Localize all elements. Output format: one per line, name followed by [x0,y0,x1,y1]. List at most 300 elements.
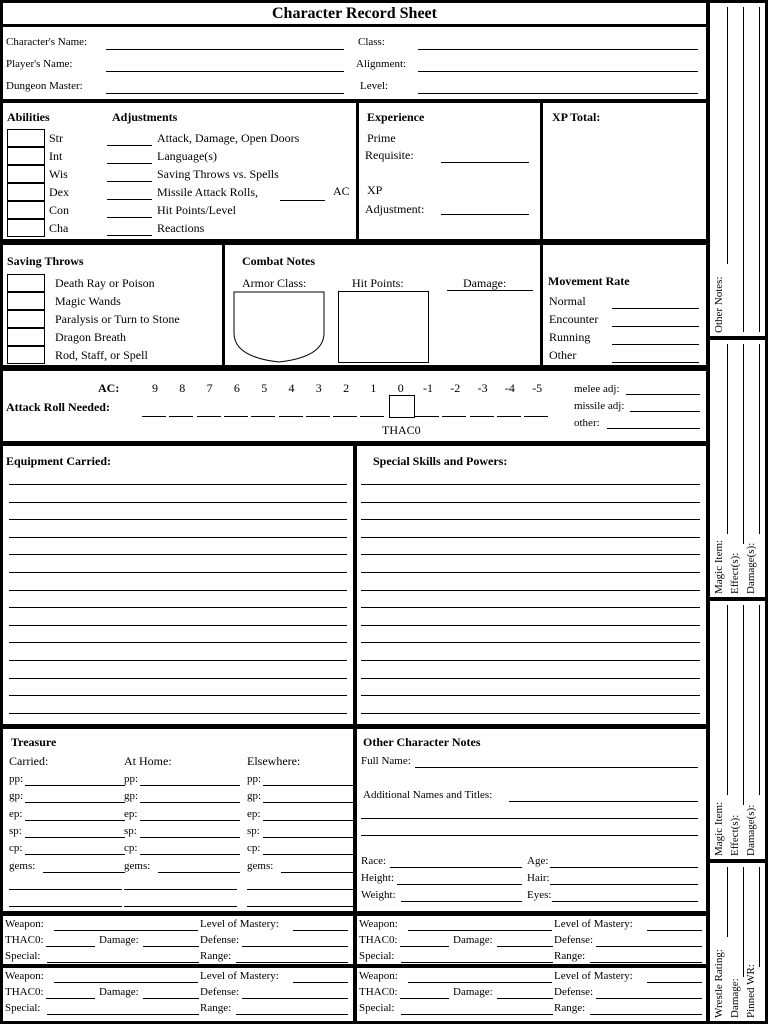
sidebar-magic-item-2 [710,601,765,859]
other-character-notes-heading: Other Character Notes [363,735,481,749]
saving-throw-box[interactable] [7,328,45,346]
range-label-field[interactable] [236,1014,348,1015]
special-label: Special: [5,1002,41,1014]
attack-roll-field[interactable] [470,416,494,417]
movement-heading: Movement Rate [548,274,630,288]
damage-label: Damage: [463,276,507,290]
defense-label: Defense: [200,986,240,998]
alignment-field[interactable] [418,71,698,72]
range-label-field[interactable] [236,962,348,963]
treasure-field[interactable] [263,837,353,838]
ac-value: 4 [288,381,295,395]
attack-roll-field[interactable] [169,416,193,417]
weapon-label-field[interactable] [408,982,552,983]
equipment-line[interactable] [9,625,347,626]
magic-item-label-2: Magic Item: [713,801,725,856]
saving-throw-box[interactable] [7,310,45,328]
weapon-label: Weapon: [5,970,44,982]
attack-roll-field[interactable] [197,416,221,417]
character-name-field[interactable] [106,49,344,50]
treasure-coin-label: cp: [247,842,261,855]
ability-abbr: Wis [49,167,68,181]
special-skills-line[interactable] [361,502,700,503]
special-skills-line[interactable] [361,660,700,661]
movement-field[interactable] [612,326,699,327]
treasure-coin-label: ep: [9,807,23,820]
race-label: Race: [361,855,387,867]
other-notes-label: Other Notes: [713,276,725,333]
title-box [3,3,706,24]
thac0-box[interactable] [389,395,415,418]
weapon-block [357,916,706,964]
range-label: Range: [554,950,586,962]
ac-value: -3 [477,381,488,395]
weapon-label: Weapon: [359,970,398,982]
treasure-field[interactable] [25,820,125,821]
thac0-label-field[interactable] [400,946,449,947]
treasure-field[interactable] [140,785,240,786]
thac0-label: THAC0: [359,986,398,998]
sidebar-line [759,344,760,534]
ability-score-box[interactable] [7,201,45,219]
damage-field[interactable] [447,290,533,291]
treasure-coin-label: ep: [247,807,261,820]
equipment-line[interactable] [9,660,347,661]
movement-label: Encounter [549,312,599,326]
defense-label-field[interactable] [242,998,348,999]
range-label: Range: [200,1002,232,1014]
special-skills-line[interactable] [361,678,700,679]
equipment-line[interactable] [9,607,347,608]
special-label-field[interactable] [47,962,199,963]
damage-label-field[interactable] [497,946,553,947]
xp-total-label: XP Total: [552,110,601,124]
special-skills-line[interactable] [361,625,700,626]
weapon-label-field[interactable] [408,930,552,931]
treasure-coin-label: gp: [247,790,262,803]
thac0-label-field[interactable] [46,946,95,947]
treasure-field[interactable] [140,802,240,803]
saving-throw-box[interactable] [7,274,45,292]
adjustment-field[interactable] [107,145,152,146]
race-field[interactable] [390,867,522,868]
treasure-coin-label: gems: [9,859,36,872]
defense-label-field[interactable] [596,946,702,947]
adjustment-label: Saving Throws vs. Spells [157,167,279,181]
saving-throw-box[interactable] [7,346,45,364]
thac0-label-field[interactable] [400,998,449,999]
experience-heading: Experience [367,110,425,124]
attack-roll-field[interactable] [360,416,384,417]
ac-value: -5 [532,381,543,395]
equipment-section [3,446,353,724]
attack-section [3,371,706,441]
attack-roll-field[interactable] [415,416,439,417]
damage-label-field[interactable] [497,998,553,999]
treasure-extra-line[interactable] [9,906,122,907]
adjustment-label: Attack, Damage, Open Doors [157,131,300,145]
full-name-field[interactable] [415,767,698,768]
prime-requisite-field[interactable] [441,162,529,163]
alignment-label: Alignment: [356,58,407,70]
adjustment-label: Hit Points/Level [157,203,236,217]
weapon-label: Weapon: [5,918,44,930]
treasure-field[interactable] [158,872,240,873]
xp-adjustment-field[interactable] [441,214,529,215]
special-skills-line[interactable] [361,607,700,608]
equipment-line[interactable] [9,642,347,643]
prime-label: Prime [367,131,396,145]
weapon-label-field[interactable] [54,982,198,983]
adjustment-field[interactable] [107,163,152,164]
saving-throw-box[interactable] [7,292,45,310]
treasure-coin-label: ep: [124,807,138,820]
mastery-label: Level of Mastery: [554,918,633,930]
damage-label-field[interactable] [143,946,199,947]
melee-adj-field[interactable] [626,394,700,395]
armor-class-shield[interactable] [233,291,325,363]
special-skills-line[interactable] [361,554,700,555]
pinned-wr-label: Pinned WR: [745,964,757,1018]
treasure-coin-label: cp: [9,842,23,855]
sidebar-line [727,605,728,795]
weight-label: Weight: [361,889,396,901]
thac0-label-field[interactable] [46,998,95,999]
ac-value: 8 [179,381,186,395]
treasure-coin-label: pp: [9,773,24,785]
treasure-field[interactable] [263,785,353,786]
combat-notes-heading: Combat Notes [242,254,315,268]
player-name-label: Player's Name: [6,58,73,70]
adjustment-label: Language(s) [157,149,217,163]
ability-abbr: Str [49,131,64,145]
treasure-field[interactable] [263,820,353,821]
ability-score-box[interactable] [7,165,45,183]
dex-ac-field[interactable] [280,200,325,201]
ac-value: 7 [206,381,213,395]
treasure-field[interactable] [25,802,125,803]
treasure-extra-line[interactable] [124,906,237,907]
sidebar-magic-item-1 [710,340,765,597]
weapon-block [3,968,353,1021]
sidebar-line [759,605,760,795]
treasure-heading: Treasure [11,735,57,749]
mastery-label: Level of Mastery: [200,918,279,930]
additional-names-line-2[interactable] [361,818,698,819]
special-skills-line[interactable] [361,537,700,538]
hair-label: Hair: [527,872,550,884]
sidebar-wrestle [710,863,765,1021]
sidebar-line [759,867,760,967]
abilities-section [3,103,356,239]
defense-label-field[interactable] [596,998,702,999]
ac-value: 9 [152,381,158,395]
equipment-line[interactable] [9,590,347,591]
adjustment-label: Reactions [157,221,205,235]
adjustment-field[interactable] [107,181,152,182]
special-label-field[interactable] [401,1014,553,1015]
treasure-field[interactable] [43,872,125,873]
sidebar-line [743,344,744,544]
saving-throws-heading: Saving Throws [7,254,84,268]
wrestle-damage-label: Damage: [729,978,741,1018]
page-title: Character Record Sheet [272,5,437,22]
adjustment-field[interactable] [107,199,152,200]
mastery-label-field[interactable] [647,930,702,931]
mastery-label: Level of Mastery: [200,970,279,982]
damage-label: Damage: [453,934,493,946]
treasure-field[interactable] [25,854,125,855]
damages-label-2: Damage(s): [745,804,757,856]
special-skills-line[interactable] [361,695,700,696]
equipment-heading: Equipment Carried: [6,454,111,468]
range-label: Range: [554,1002,586,1014]
other-adj-field[interactable] [607,428,700,429]
dungeon-master-label: Dungeon Master: [6,80,83,92]
ability-score-box[interactable] [7,219,45,237]
defense-label: Defense: [200,934,240,946]
sidebar-line [743,7,744,332]
damages-label-1: Damage(s): [745,542,757,594]
special-label-field[interactable] [401,962,553,963]
attack-roll-field[interactable] [251,416,275,417]
saving-throw-label: Rod, Staff, or Spell [55,348,148,362]
armor-class-label: Armor Class: [242,276,307,290]
damage-label: Damage: [99,934,139,946]
xp-adjustment-label: Adjustment: [365,202,425,216]
special-skills-line[interactable] [361,713,700,714]
attack-roll-field[interactable] [524,416,548,417]
treasure-extra-line[interactable] [9,889,122,890]
abilities-heading: Abilities [7,110,50,124]
treasure-field[interactable] [140,820,240,821]
class-label: Class: [358,36,385,48]
attack-ac-label: AC: [98,381,120,395]
level-label: Level: [360,80,389,92]
attack-roll-field[interactable] [224,416,248,417]
experience-section [359,103,540,239]
sidebar-line [743,605,744,805]
treasure-coin-label: gems: [124,859,151,872]
treasure-coin-label: gp: [124,790,139,803]
treasure-field[interactable] [281,872,353,873]
special-label: Special: [359,950,395,962]
equipment-line[interactable] [9,695,347,696]
range-label: Range: [200,950,232,962]
mastery-label-field[interactable] [647,982,702,983]
magic-item-label-1: Magic Item: [713,539,725,594]
equipment-line[interactable] [9,502,347,503]
movement-label: Other [549,348,577,362]
equipment-line[interactable] [9,484,347,485]
adjustment-field[interactable] [107,235,152,236]
attack-roll-field[interactable] [306,416,330,417]
saving-throw-label: Paralysis or Turn to Stone [55,312,180,326]
treasure-extra-line[interactable] [247,906,353,907]
ability-score-box[interactable] [7,183,45,201]
special-label: Special: [5,950,41,962]
hit-points-label: Hit Points: [352,276,404,290]
damage-label-field[interactable] [143,998,199,999]
ability-abbr: Cha [49,221,69,235]
damage-label: Damage: [99,986,139,998]
thac0-label: THAC0: [359,934,398,946]
height-label: Height: [361,872,394,884]
ability-abbr: Dex [49,185,69,199]
combat-notes-section [225,245,540,365]
melee-adj-label: melee adj: [574,383,620,395]
wrestle-rating-label: Wrestle Rating: [713,949,725,1018]
adjustments-heading: Adjustments [112,110,178,124]
additional-names-line-3[interactable] [361,835,698,836]
saving-throw-label: Dragon Breath [55,330,126,344]
treasure-field[interactable] [140,837,240,838]
ability-abbr: Int [49,149,63,163]
thac0-label: THAC0: [5,986,44,998]
ac-value: 1 [370,381,377,395]
xp-label: XP [367,183,383,197]
treasure-coin-label: cp: [124,842,138,855]
class-field[interactable] [418,49,698,50]
treasure-section [3,729,353,911]
movement-field[interactable] [612,362,699,363]
saving-throws-section [3,245,222,365]
effects-label-1: Effect(s): [729,552,741,594]
sidebar-line [727,344,728,534]
special-skills-line[interactable] [361,572,700,573]
missile-adj-field[interactable] [630,411,700,412]
player-name-field[interactable] [106,71,344,72]
attack-roll-field[interactable] [333,416,357,417]
treasure-coin-label: sp: [9,824,22,837]
eyes-field[interactable] [552,901,698,902]
attack-roll-field[interactable] [497,416,521,417]
range-label-field[interactable] [590,1014,702,1015]
treasure-coin-label: gp: [9,790,24,803]
weapon-label-field[interactable] [54,930,198,931]
xp-total-section [543,103,706,239]
weapon-block [357,968,706,1021]
defense-label: Defense: [554,934,594,946]
ac-value: -1 [423,381,433,395]
movement-field[interactable] [612,344,699,345]
special-skills-line[interactable] [361,590,700,591]
adjustment-label: Missile Attack Rolls, [157,185,259,199]
weapon-block [3,916,353,964]
defense-label-field[interactable] [242,946,348,947]
full-name-label: Full Name: [361,755,411,767]
sidebar-line [727,7,728,264]
treasure-extra-line[interactable] [124,889,237,890]
ac-value: 6 [233,381,240,395]
special-skills-line[interactable] [361,642,700,643]
hit-points-box[interactable] [338,291,429,363]
treasure-coin-label: pp: [247,773,262,785]
equipment-line[interactable] [9,519,347,520]
special-skills-line[interactable] [361,519,700,520]
equipment-line[interactable] [9,713,347,714]
header-box [3,27,706,99]
saving-throw-label: Magic Wands [55,294,121,308]
adjustment-field[interactable] [107,217,152,218]
treasure-field[interactable] [25,785,125,786]
dex-ac-label: AC [333,184,350,198]
mastery-label-field[interactable] [293,930,348,931]
attack-roll-field[interactable] [279,416,303,417]
height-field[interactable] [397,884,522,885]
hair-field[interactable] [550,884,698,885]
ability-score-box[interactable] [7,147,45,165]
special-skills-line[interactable] [361,484,700,485]
special-skills-section [357,446,706,724]
attack-roll-label: Attack Roll Needed: [6,400,110,414]
special-label: Special: [359,1002,395,1014]
treasure-column-label: Carried: [9,754,49,768]
thac0-label: THAC0: [5,934,44,946]
effects-label-2: Effect(s): [729,814,741,856]
treasure-field[interactable] [140,854,240,855]
mastery-label-field[interactable] [293,982,348,983]
treasure-field[interactable] [25,837,125,838]
saving-throw-label: Death Ray or Poison [55,276,155,290]
ac-value: -4 [504,381,515,395]
sidebar-line [759,7,760,332]
treasure-coin-label: pp: [124,773,139,785]
age-field[interactable] [550,867,698,868]
other-character-notes-section [357,729,706,911]
mastery-label: Level of Mastery: [554,970,633,982]
treasure-field[interactable] [263,802,353,803]
level-field[interactable] [418,93,698,94]
movement-label: Running [549,330,591,344]
equipment-line[interactable] [9,537,347,538]
treasure-coin-label: gems: [247,859,274,872]
sidebar-line [743,867,744,977]
missile-adj-label: missile adj: [574,400,625,412]
special-skills-heading: Special Skills and Powers: [373,454,508,468]
defense-label: Defense: [554,986,594,998]
treasure-coin-label: sp: [247,824,260,837]
requisite-label: Requisite: [365,148,414,162]
ac-value: 3 [315,381,322,395]
eyes-label: Eyes: [527,889,552,901]
equipment-line[interactable] [9,572,347,573]
treasure-column-label: Elsewhere: [247,754,301,768]
treasure-extra-line[interactable] [247,889,353,890]
dungeon-master-field[interactable] [106,93,344,94]
age-label: Age: [527,855,549,867]
thac0-label: THAC0 [382,423,421,437]
movement-field[interactable] [612,308,699,309]
equipment-line[interactable] [9,554,347,555]
additional-names-label: Additional Names and Titles: [363,789,493,801]
special-label-field[interactable] [47,1014,199,1015]
ability-score-box[interactable] [7,129,45,147]
ac-value: 0 [397,381,404,395]
sidebar-other-notes [710,3,765,336]
sidebar-line [727,867,728,937]
character-name-label: Character's Name: [6,36,88,48]
range-label-field[interactable] [590,962,702,963]
movement-section [543,245,706,365]
treasure-field[interactable] [263,854,353,855]
weight-field[interactable] [401,901,522,902]
attack-roll-field[interactable] [142,416,166,417]
attack-roll-field[interactable] [442,416,466,417]
additional-names-field[interactable] [509,801,698,802]
equipment-line[interactable] [9,678,347,679]
other-adj-label: other: [574,417,600,429]
